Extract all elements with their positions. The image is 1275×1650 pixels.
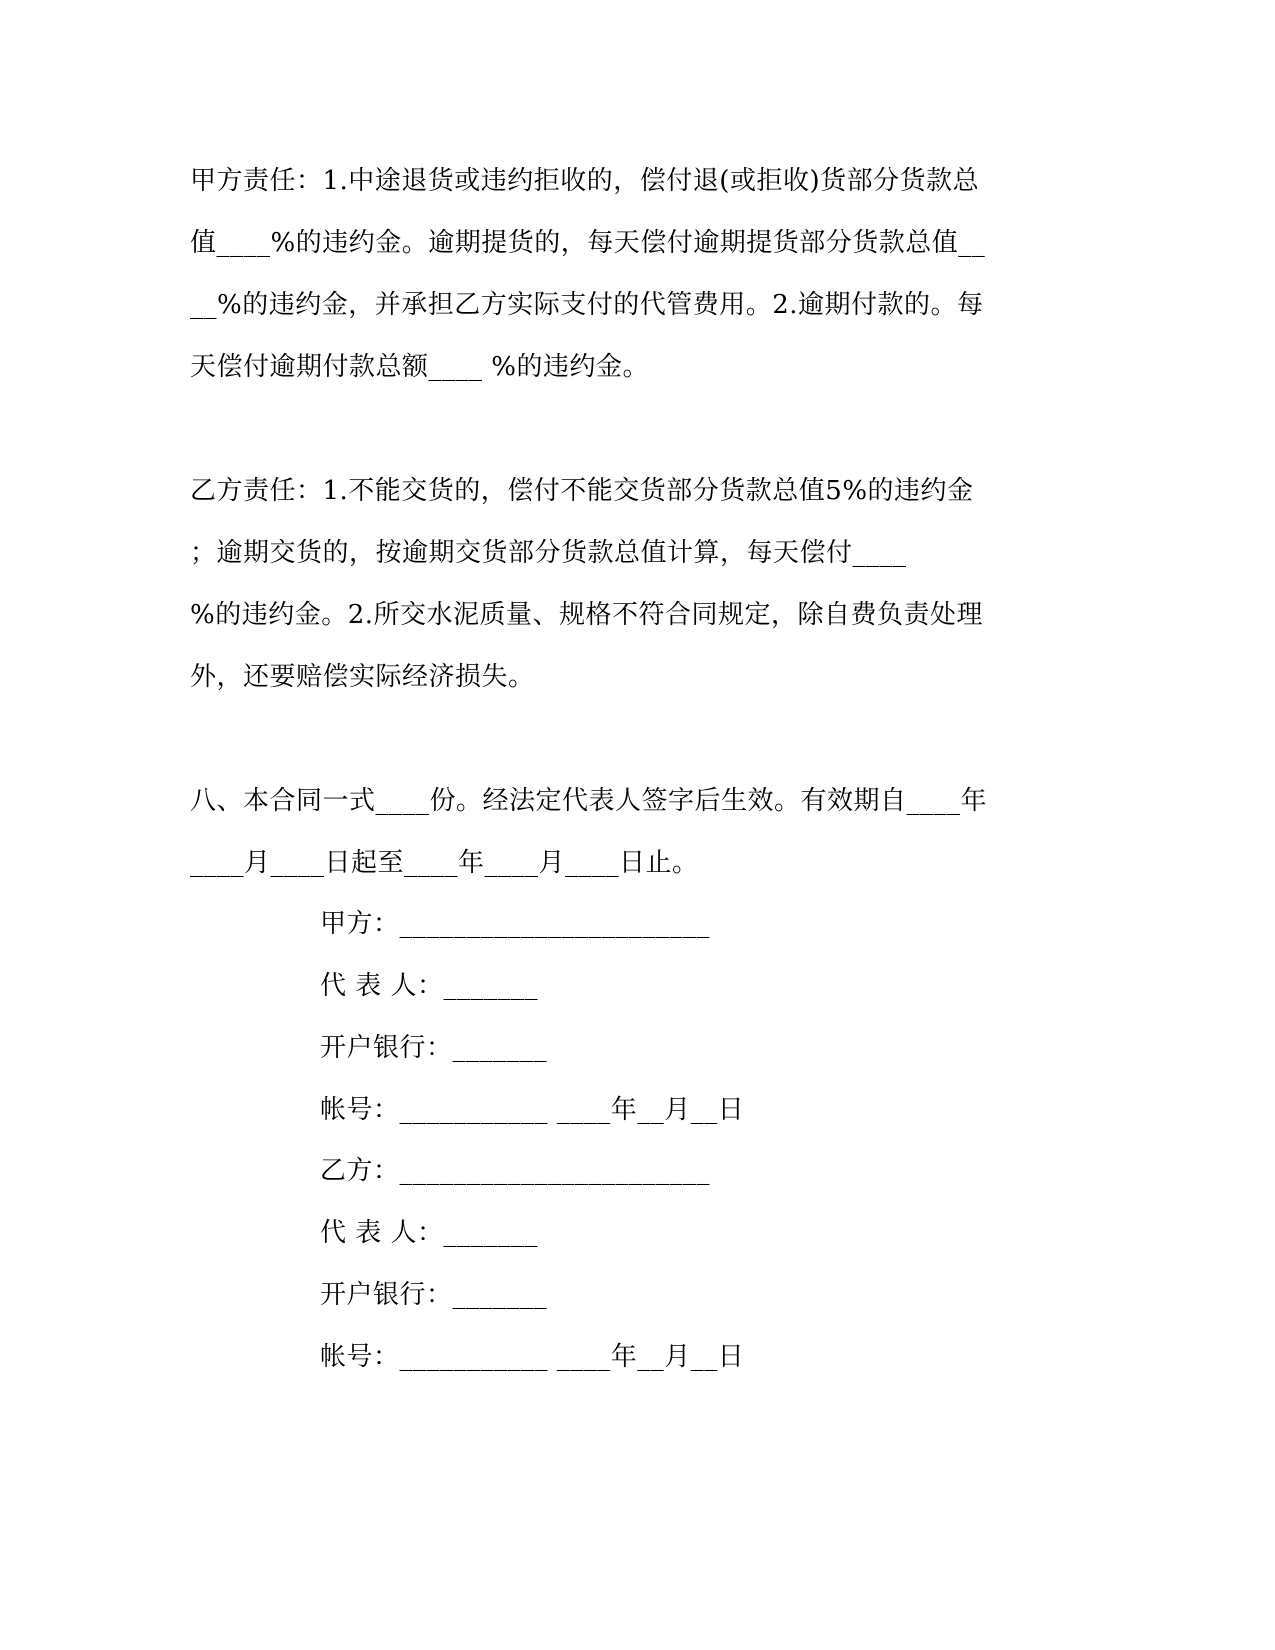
party-b-name-field: 乙方：_______________________ bbox=[320, 1156, 711, 1186]
party-a-account-date-field: 帐号：___________ ____年__月__日 bbox=[320, 1095, 745, 1125]
party-a-representative-field: 代 表 人：_______ bbox=[320, 971, 539, 1001]
party-a-bank-field: 开户银行：_______ bbox=[320, 1033, 548, 1063]
paragraph-line: %的违约金。2.所交水泥质量、规格不符合同规定，除自费负责处理 bbox=[190, 600, 984, 630]
party-b-account-date-field: 帐号：___________ ____年__月__日 bbox=[320, 1342, 745, 1372]
party-b-bank-field: 开户银行：_______ bbox=[320, 1280, 548, 1310]
paragraph-line: 值____%的违约金。逾期提货的，每天偿付逾期提货部分货款总值__ bbox=[190, 228, 986, 258]
paragraph-line: ____月____日起至____年____月____日止。 bbox=[190, 848, 699, 878]
party-b-representative-field: 代 表 人：_______ bbox=[320, 1218, 539, 1248]
paragraph-line: 甲方责任：1.中途退货或违约拒收的，偿付退(或拒收)货部分货款总 bbox=[190, 166, 980, 196]
paragraph-line: __%的违约金，并承担乙方实际支付的代管费用。2.逾期付款的。每 bbox=[190, 290, 984, 320]
paragraph-line: 外，还要赔偿实际经济损失。 bbox=[190, 662, 535, 692]
party-a-name-field: 甲方：_______________________ bbox=[320, 909, 711, 939]
paragraph-line: 乙方责任：1.不能交货的，偿付不能交货部分货款总值5%的违约金 bbox=[190, 476, 974, 506]
paragraph-line: 天偿付逾期付款总额____ %的违约金。 bbox=[190, 352, 649, 382]
paragraph-line: 八、本合同一式____份。经法定代表人签字后生效。有效期自____年 bbox=[190, 786, 988, 816]
paragraph-line: ；逾期交货的，按逾期交货部分货款总值计算，每天偿付____ bbox=[190, 538, 907, 568]
